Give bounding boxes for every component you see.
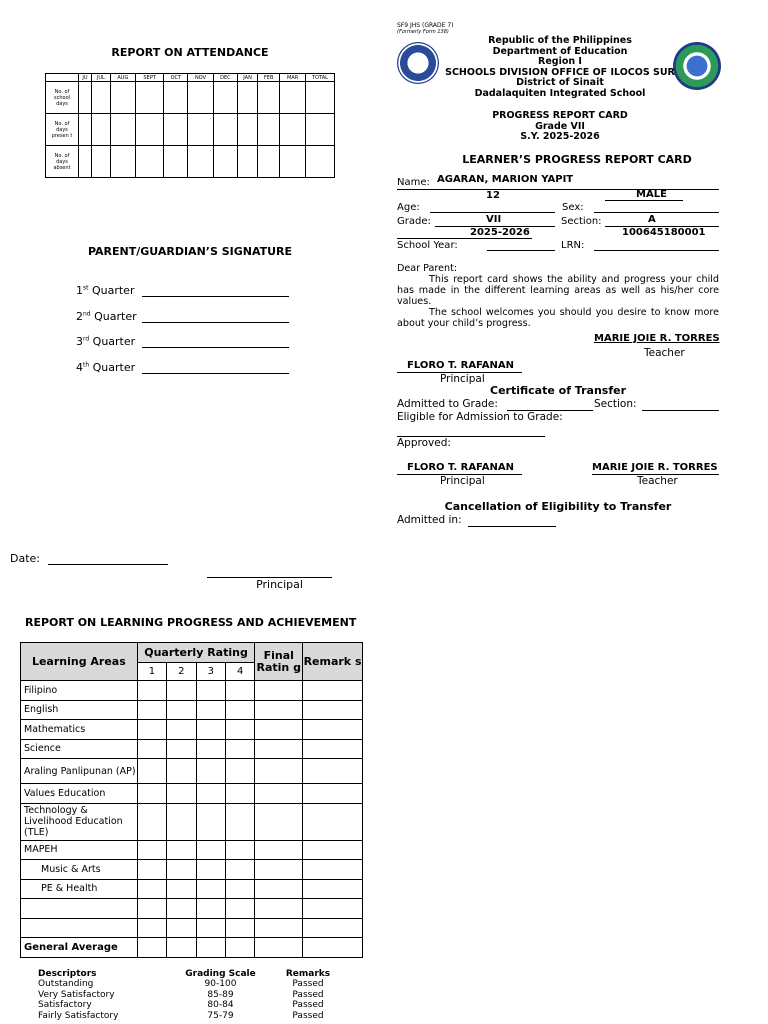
- legend-row: [38, 979, 358, 990]
- attendance-cell[interactable]: [91, 146, 110, 178]
- learning-area-name: PE & Health: [21, 879, 138, 899]
- form-note: (Formerly Form 138): [397, 29, 449, 35]
- legend-scale: 90-100: [204, 979, 237, 989]
- month-header: DEC: [213, 74, 237, 82]
- grade-cell[interactable]: [255, 899, 303, 919]
- grade-cell[interactable]: [167, 918, 196, 938]
- signature-title: PARENT/GUARDIAN’S SIGNATURE: [87, 245, 293, 258]
- grade-cell[interactable]: [137, 879, 166, 899]
- month-header: MAR: [280, 74, 306, 82]
- grade-cell[interactable]: [167, 700, 196, 720]
- grade-cell[interactable]: [167, 720, 196, 740]
- header-line: SCHOOLS DIVISION OFFICE OF ILOCOS SUR: [445, 66, 675, 78]
- legend-col-descriptors: Descriptors: [38, 969, 97, 979]
- grade-cell[interactable]: [303, 759, 363, 784]
- legend-col-remarks: Remarks: [285, 969, 331, 979]
- form-code: SF9 JHS (GRADE 7): [397, 22, 454, 29]
- attendance-cell[interactable]: [237, 146, 257, 178]
- sy-field[interactable]: [487, 240, 555, 251]
- age-label: Age:: [397, 202, 420, 213]
- attendance-cell[interactable]: [280, 114, 306, 146]
- name-label: Name:: [397, 177, 430, 188]
- month-header: FEB: [258, 74, 280, 82]
- grade-cell[interactable]: [303, 879, 363, 899]
- grade-value: VII: [486, 214, 502, 225]
- attendance-cell[interactable]: [188, 82, 213, 114]
- attendance-cell[interactable]: [280, 82, 306, 114]
- grade-cell[interactable]: [225, 700, 254, 720]
- grade-cell[interactable]: [137, 720, 166, 740]
- attendance-cell[interactable]: [164, 146, 188, 178]
- quarter-suffix: nd: [83, 309, 91, 317]
- grade-cell[interactable]: [255, 860, 303, 880]
- student-name: AGARAN, MARION YAPIT: [437, 174, 574, 185]
- grade-cell[interactable]: [225, 720, 254, 740]
- grade-cell[interactable]: [196, 803, 225, 840]
- legend-descriptor: Very Satisfactory: [38, 989, 115, 1000]
- attendance-title: REPORT ON ATTENDANCE: [111, 46, 269, 59]
- grade-cell[interactable]: [225, 840, 254, 860]
- month-header: TOTAL: [306, 74, 335, 82]
- grade-cell[interactable]: [303, 803, 363, 840]
- grade-cell[interactable]: [303, 739, 363, 759]
- grade-cell[interactable]: [225, 938, 254, 958]
- sex-field[interactable]: [594, 202, 719, 213]
- legend-remark: Passed: [292, 979, 324, 989]
- attendance-cell[interactable]: [110, 114, 135, 146]
- header-line: Region I: [538, 56, 582, 68]
- letter-para-2: The school welcomes you should you desire to know more about your child’s progress.: [397, 306, 719, 329]
- grade-cell[interactable]: [225, 759, 254, 784]
- quarter-signature-line[interactable]: [142, 362, 289, 374]
- sy-value-line: [397, 238, 532, 239]
- header-line: Dadalaquiten Integrated School: [474, 87, 646, 99]
- quarter-suffix: st: [83, 284, 89, 292]
- grade-cell[interactable]: [137, 860, 166, 880]
- grade-cell[interactable]: [167, 739, 196, 759]
- dear-parent-letter: [397, 264, 719, 329]
- attendance-cell[interactable]: [188, 146, 213, 178]
- legend-descriptor: Satisfactory: [38, 1000, 92, 1010]
- attendance-cell[interactable]: [164, 114, 188, 146]
- grade-cell[interactable]: [255, 681, 303, 701]
- attendance-cell[interactable]: [135, 82, 163, 114]
- legend-descriptor: Fairly Satisfactory: [38, 1010, 119, 1021]
- month-header: AUG: [110, 74, 135, 82]
- grade-cell[interactable]: [255, 784, 303, 804]
- learning-area-name: General Average: [21, 938, 138, 958]
- lrn-label: LRN:: [561, 240, 585, 251]
- learning-area-name: MAPEH: [21, 840, 138, 860]
- quarter-number: 3: [76, 335, 83, 348]
- transfer-section-label: Section:: [594, 398, 637, 410]
- quarter-text: Quarter: [89, 335, 136, 348]
- grade-cell[interactable]: [196, 860, 225, 880]
- letter-teacher-name: MARIE JOIE R. TORRES: [594, 333, 720, 344]
- learning-area-name: Science: [21, 739, 138, 759]
- card-header-line: S.Y. 2025-2026: [520, 131, 600, 143]
- grade-cell[interactable]: [167, 938, 196, 958]
- attendance-cell[interactable]: [306, 114, 335, 146]
- quarter-suffix: th: [83, 360, 90, 368]
- attendance-cell[interactable]: [91, 114, 110, 146]
- grade-cell[interactable]: [167, 860, 196, 880]
- legend-row: [38, 1011, 358, 1022]
- learning-area-name: Technology & Livelihood Education (TLE): [21, 803, 138, 840]
- grade-cell[interactable]: [303, 784, 363, 804]
- deped-seal-icon: [397, 42, 439, 84]
- attendance-cell[interactable]: [213, 146, 237, 178]
- grade-cell[interactable]: [167, 803, 196, 840]
- learning-area-name: Filipino: [21, 681, 138, 701]
- date-line[interactable]: [48, 553, 168, 565]
- legend-col-scale: Grading Scale: [185, 969, 256, 979]
- attendance-cell[interactable]: [258, 82, 280, 114]
- salutation: Dear Parent:: [397, 263, 458, 274]
- quarter-text: Quarter: [90, 309, 137, 323]
- attendance-cell[interactable]: [79, 114, 92, 146]
- learner-card-title: LEARNER’S PROGRESS REPORT CARD: [462, 153, 692, 166]
- learning-area-name: Values Education: [21, 784, 138, 804]
- month-header: NOV: [188, 74, 213, 82]
- quarter-signature-line[interactable]: [142, 285, 289, 297]
- card-header-line: Grade VII: [535, 120, 585, 132]
- grade-cell[interactable]: [167, 681, 196, 701]
- attendance-cell[interactable]: [306, 146, 335, 178]
- grade-cell[interactable]: [255, 938, 303, 958]
- grade-cell[interactable]: [225, 803, 254, 840]
- quarter-col-header: 4: [225, 663, 254, 681]
- admitted-grade-label: Admitted to Grade:: [397, 398, 498, 410]
- quarter-label: [76, 361, 135, 374]
- col-learning-areas: Learning Areas: [21, 643, 138, 681]
- lrn-value: 100645180001: [622, 227, 706, 238]
- col-quarterly-rating: Quarterly Rating: [137, 643, 255, 663]
- transfer-teacher-name: MARIE JOIE R. TORRES: [592, 462, 718, 473]
- grade-cell[interactable]: [196, 681, 225, 701]
- grading-legend: [38, 969, 358, 1021]
- attendance-row-label: No. of days absent: [46, 146, 79, 178]
- grade-cell[interactable]: [255, 918, 303, 938]
- letter-principal-label: Principal: [440, 373, 485, 385]
- learning-area-name: English: [21, 700, 138, 720]
- grade-cell[interactable]: [303, 938, 363, 958]
- month-header: JU: [79, 74, 92, 82]
- admitted-grade-field[interactable]: [507, 398, 593, 411]
- header-line: Department of Education: [492, 45, 628, 57]
- grade-cell[interactable]: [137, 803, 166, 840]
- grade-cell[interactable]: [255, 739, 303, 759]
- header-line: District of Sinait: [516, 77, 604, 89]
- sex-value: MALE: [636, 189, 667, 200]
- transfer-principal-name: FLORO T. RAFANAN: [407, 462, 514, 473]
- admitted-in-field[interactable]: [468, 514, 556, 527]
- attendance-cell[interactable]: [79, 82, 92, 114]
- attendance-cell[interactable]: [79, 146, 92, 178]
- quarter-signature-line[interactable]: [142, 311, 289, 323]
- eligible-label: Eligible for Admission to Grade:: [397, 411, 563, 423]
- grade-cell[interactable]: [167, 784, 196, 804]
- lrn-field[interactable]: [594, 240, 719, 251]
- grade-cell[interactable]: [303, 899, 363, 919]
- admitted-in-label: Admitted in:: [397, 514, 462, 526]
- attendance-cell[interactable]: [188, 114, 213, 146]
- cancellation-title: Cancellation of Eligibility to Transfer: [444, 500, 672, 513]
- attendance-table: [45, 73, 335, 178]
- grade-cell[interactable]: [196, 840, 225, 860]
- attendance-cell[interactable]: [135, 114, 163, 146]
- grade-cell[interactable]: [196, 899, 225, 919]
- attendance-cell[interactable]: [91, 82, 110, 114]
- quarter-label: [76, 284, 134, 297]
- attendance-cell[interactable]: [164, 82, 188, 114]
- grade-cell[interactable]: [303, 918, 363, 938]
- learning-area-name: Araling Panlipunan (AP): [21, 759, 138, 784]
- age-value: 12: [486, 190, 500, 201]
- eligible-field[interactable]: [397, 424, 545, 437]
- grade-cell[interactable]: [137, 840, 166, 860]
- quarter-label: [76, 335, 135, 348]
- month-header: OCT: [164, 74, 188, 82]
- quarter-number: 4: [76, 360, 83, 374]
- grade-cell[interactable]: [137, 700, 166, 720]
- quarter-col-header: 1: [137, 663, 166, 681]
- sex-value-line: [605, 200, 683, 201]
- quarter-col-header: 3: [196, 663, 225, 681]
- legend-remark: Passed: [292, 989, 324, 1000]
- learning-area-name: Music & Arts: [21, 860, 138, 880]
- grade-cell[interactable]: [196, 918, 225, 938]
- learning-areas-table: [20, 642, 363, 958]
- grade-cell[interactable]: [137, 759, 166, 784]
- grade-cell[interactable]: [225, 860, 254, 880]
- transfer-title: Certificate of Transfer: [490, 384, 626, 397]
- attendance-cell[interactable]: [237, 82, 257, 114]
- quarter-text: Quarter: [88, 284, 135, 297]
- age-field[interactable]: [430, 202, 555, 213]
- quarter-suffix: rd: [83, 335, 90, 343]
- quarter-col-header: 2: [167, 663, 196, 681]
- transfer-section-field[interactable]: [642, 398, 719, 411]
- approved-label: Approved:: [397, 437, 451, 449]
- legend-scale: 75-79: [207, 1010, 234, 1021]
- grade-cell[interactable]: [196, 938, 225, 958]
- attendance-cell[interactable]: [213, 82, 237, 114]
- legend-descriptor: Outstanding: [38, 979, 94, 989]
- grade-cell[interactable]: [303, 860, 363, 880]
- grade-cell[interactable]: [225, 739, 254, 759]
- grade-cell[interactable]: [225, 918, 254, 938]
- grade-cell[interactable]: [255, 803, 303, 840]
- letter-para-1: This report card shows the ability and progress your child has made in the different learning areas as well as his/her core values.: [397, 273, 719, 307]
- grade-cell[interactable]: [137, 938, 166, 958]
- section-value: A: [648, 214, 656, 225]
- learning-area-name: [21, 918, 138, 938]
- quarter-text: Quarter: [89, 360, 136, 374]
- learning-title: REPORT ON LEARNING PROGRESS AND ACHIEVEMENT: [25, 616, 357, 629]
- school-header: [435, 36, 685, 100]
- grade-cell[interactable]: [303, 700, 363, 720]
- legend-remark: Passed: [292, 1000, 324, 1010]
- month-header: JUL: [91, 74, 110, 82]
- grade-cell[interactable]: [196, 759, 225, 784]
- header-line: Republic of the Philippines: [488, 35, 632, 46]
- letter-principal-name: FLORO T. RAFANAN: [407, 360, 514, 371]
- sy-label: School Year:: [397, 240, 458, 251]
- month-header: SEPT: [135, 74, 163, 82]
- attendance-row-label: No. of school days: [46, 82, 79, 114]
- grade-cell[interactable]: [303, 840, 363, 860]
- col-remarks: Remark s: [303, 643, 363, 681]
- attendance-cell[interactable]: [280, 146, 306, 178]
- attendance-cell[interactable]: [258, 146, 280, 178]
- quarter-number: 1: [76, 284, 83, 297]
- attendance-cell[interactable]: [237, 114, 257, 146]
- section-label: Section:: [561, 216, 602, 227]
- grade-cell[interactable]: [196, 720, 225, 740]
- attendance-cell[interactable]: [110, 146, 135, 178]
- grade-cell[interactable]: [137, 784, 166, 804]
- date-label: Date:: [10, 552, 40, 565]
- quarter-number: 2: [76, 309, 83, 323]
- attendance-cell[interactable]: [258, 114, 280, 146]
- grade-cell[interactable]: [255, 720, 303, 740]
- legend-remark: Passed: [292, 1010, 324, 1021]
- grade-cell[interactable]: [225, 879, 254, 899]
- grade-cell[interactable]: [255, 840, 303, 860]
- legend-row: [38, 1000, 358, 1011]
- card-header: [435, 111, 685, 143]
- grade-cell[interactable]: [196, 784, 225, 804]
- learning-area-name: Mathematics: [21, 720, 138, 740]
- attendance-cell[interactable]: [110, 82, 135, 114]
- grade-cell[interactable]: [225, 681, 254, 701]
- grade-cell[interactable]: [255, 879, 303, 899]
- transfer-teacher-label: Teacher: [637, 475, 678, 487]
- principal-signature-line[interactable]: [207, 566, 332, 578]
- grade-cell[interactable]: [225, 899, 254, 919]
- legend-row: [38, 990, 358, 1001]
- grade-cell[interactable]: [137, 681, 166, 701]
- grade-cell[interactable]: [167, 879, 196, 899]
- attendance-row-label: No. of days presen t: [46, 114, 79, 146]
- month-header: JAN: [237, 74, 257, 82]
- attendance-cell[interactable]: [213, 114, 237, 146]
- grade-cell[interactable]: [167, 840, 196, 860]
- grade-cell[interactable]: [255, 700, 303, 720]
- principal-label: Principal: [256, 578, 303, 591]
- legend-scale: 80-84: [207, 1000, 234, 1010]
- grade-cell[interactable]: [255, 759, 303, 784]
- grade-cell[interactable]: [303, 720, 363, 740]
- attendance-cell[interactable]: [306, 82, 335, 114]
- grade-cell[interactable]: [167, 759, 196, 784]
- quarter-label: [76, 310, 137, 323]
- grade-cell[interactable]: [196, 879, 225, 899]
- grade-cell[interactable]: [137, 918, 166, 938]
- col-final-rating: Final Ratin g: [255, 643, 303, 681]
- grade-cell[interactable]: [137, 739, 166, 759]
- quarter-signature-line[interactable]: [142, 336, 289, 348]
- name-line: [397, 189, 719, 190]
- grade-cell[interactable]: [137, 899, 166, 919]
- transfer-principal-label: Principal: [440, 475, 485, 487]
- letter-teacher-label: Teacher: [644, 347, 685, 359]
- grade-cell[interactable]: [225, 784, 254, 804]
- attendance-cell[interactable]: [135, 146, 163, 178]
- grade-cell[interactable]: [303, 681, 363, 701]
- grade-cell[interactable]: [196, 700, 225, 720]
- section-field[interactable]: [605, 216, 719, 227]
- sy-value: 2025-2026: [470, 227, 530, 238]
- legend-scale: 85-89: [207, 989, 234, 1000]
- grade-cell[interactable]: [196, 739, 225, 759]
- grade-field[interactable]: [435, 216, 555, 227]
- grade-cell[interactable]: [167, 899, 196, 919]
- sex-label: Sex:: [562, 202, 584, 213]
- grade-label: Grade:: [397, 216, 431, 227]
- card-header-line: PROGRESS REPORT CARD: [492, 110, 628, 121]
- learning-area-name: [21, 899, 138, 919]
